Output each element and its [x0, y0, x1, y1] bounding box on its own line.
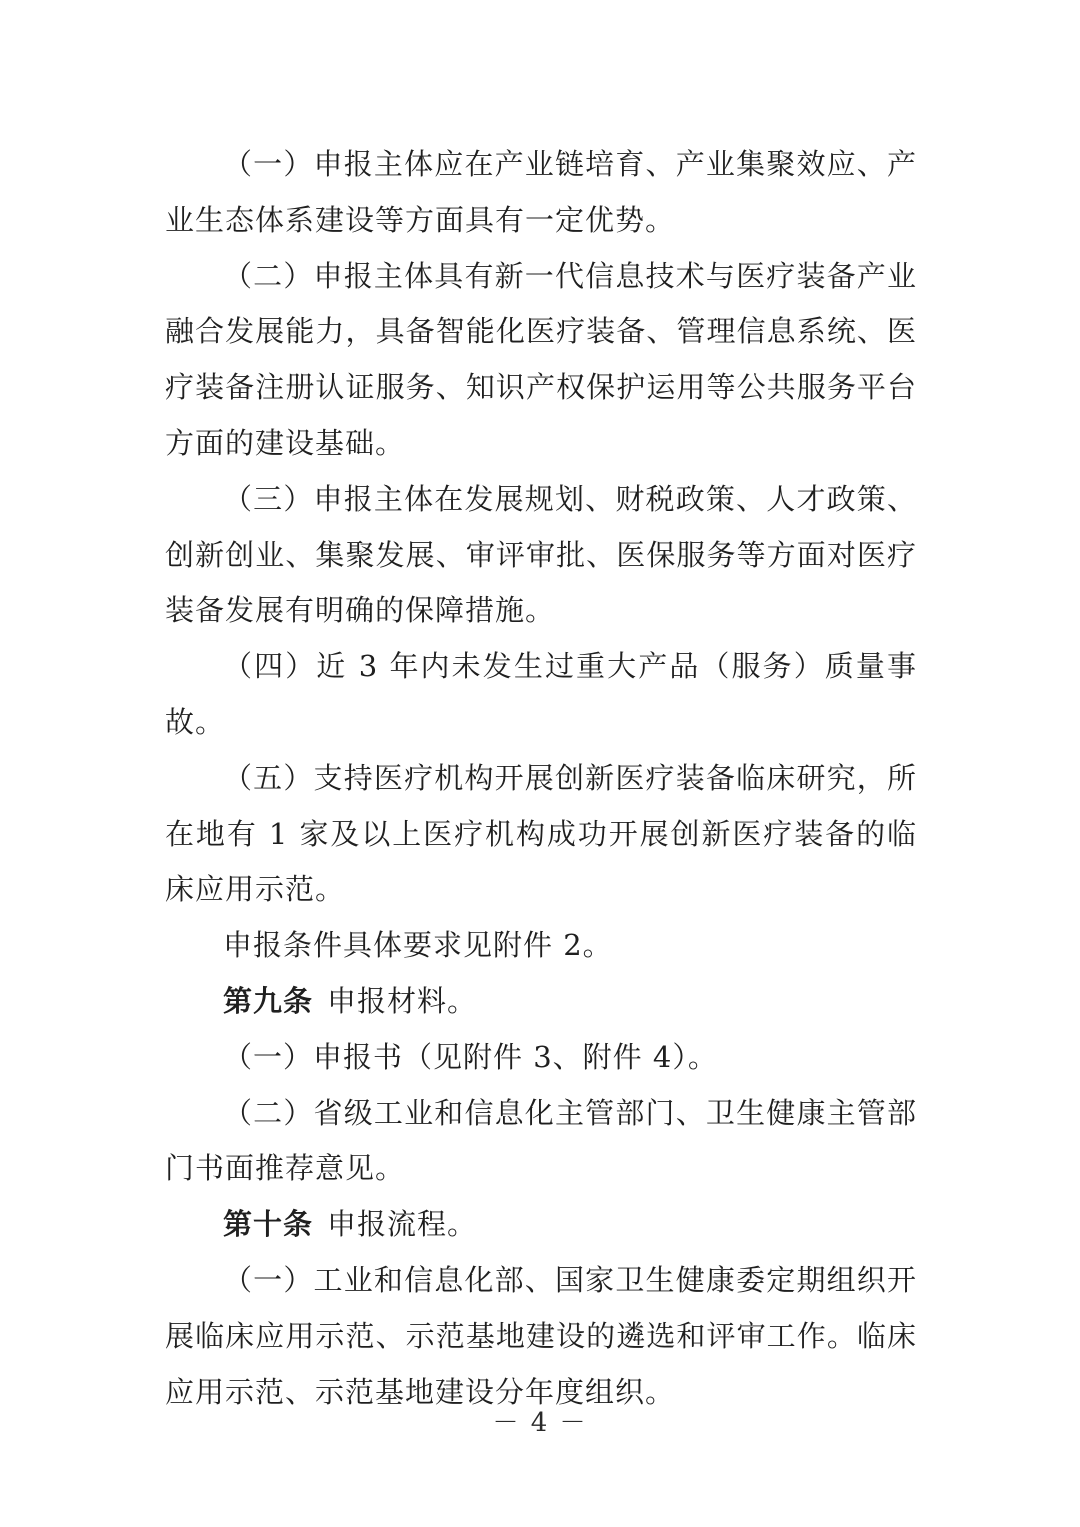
article-9-title: 申报材料。 — [327, 983, 478, 1018]
paragraph-condition-4: （四）近 3 年内未发生过重大产品（服务）质量事故。 — [165, 649, 917, 739]
article-9-item-1: （一）申报书（见附件 3、附件 4）。 — [223, 1039, 718, 1074]
article-10-title: 申报流程。 — [327, 1207, 478, 1242]
document-body — [165, 137, 917, 1420]
article-9-item-2: （二）省级工业和信息化主管部门、卫生健康主管部门书面推荐意见。 — [165, 1095, 917, 1186]
paragraph-condition-1: （一）申报主体应在产业链培育、产业集聚效应、产业生态体系建设等方面具有一定优势。 — [165, 147, 917, 237]
paragraph-condition-2: （二）申报主体具有新一代信息技术与医疗装备产业融合发展能力，具备智能化医疗装备、管理信息系统、医疗装备注册认证服务、知识产权保护运用等公共服务平台方面的建设基础。 — [165, 258, 917, 460]
article-9-heading: 第九条 — [223, 983, 314, 1018]
paragraph-conditions-note: 申报条件具体要求见附件 2。 — [223, 928, 613, 963]
article-10-item-1: （一）工业和信息化部、国家卫生健康委定期组织开展临床应用示范、示范基地建设的遴选和评审工作。临床应用示范、示范基地建设分年度组织。 — [165, 1262, 917, 1409]
page-number: － 4 － — [492, 1408, 588, 1438]
article-10-heading: 第十条 — [223, 1207, 314, 1242]
article-9 — [165, 974, 917, 1030]
paragraph-condition-3: （三）申报主体在发展规划、财税政策、人才政策、创新创业、集聚发展、审评审批、医保服务等方面对医疗装备发展有明确的保障措施。 — [165, 481, 917, 628]
paragraph-condition-5: （五）支持医疗机构开展创新医疗装备临床研究，所在地有 1 家及以上医疗机构成功开展创新医疗装备的临床应用示范。 — [165, 760, 917, 907]
article-10 — [165, 1197, 917, 1253]
